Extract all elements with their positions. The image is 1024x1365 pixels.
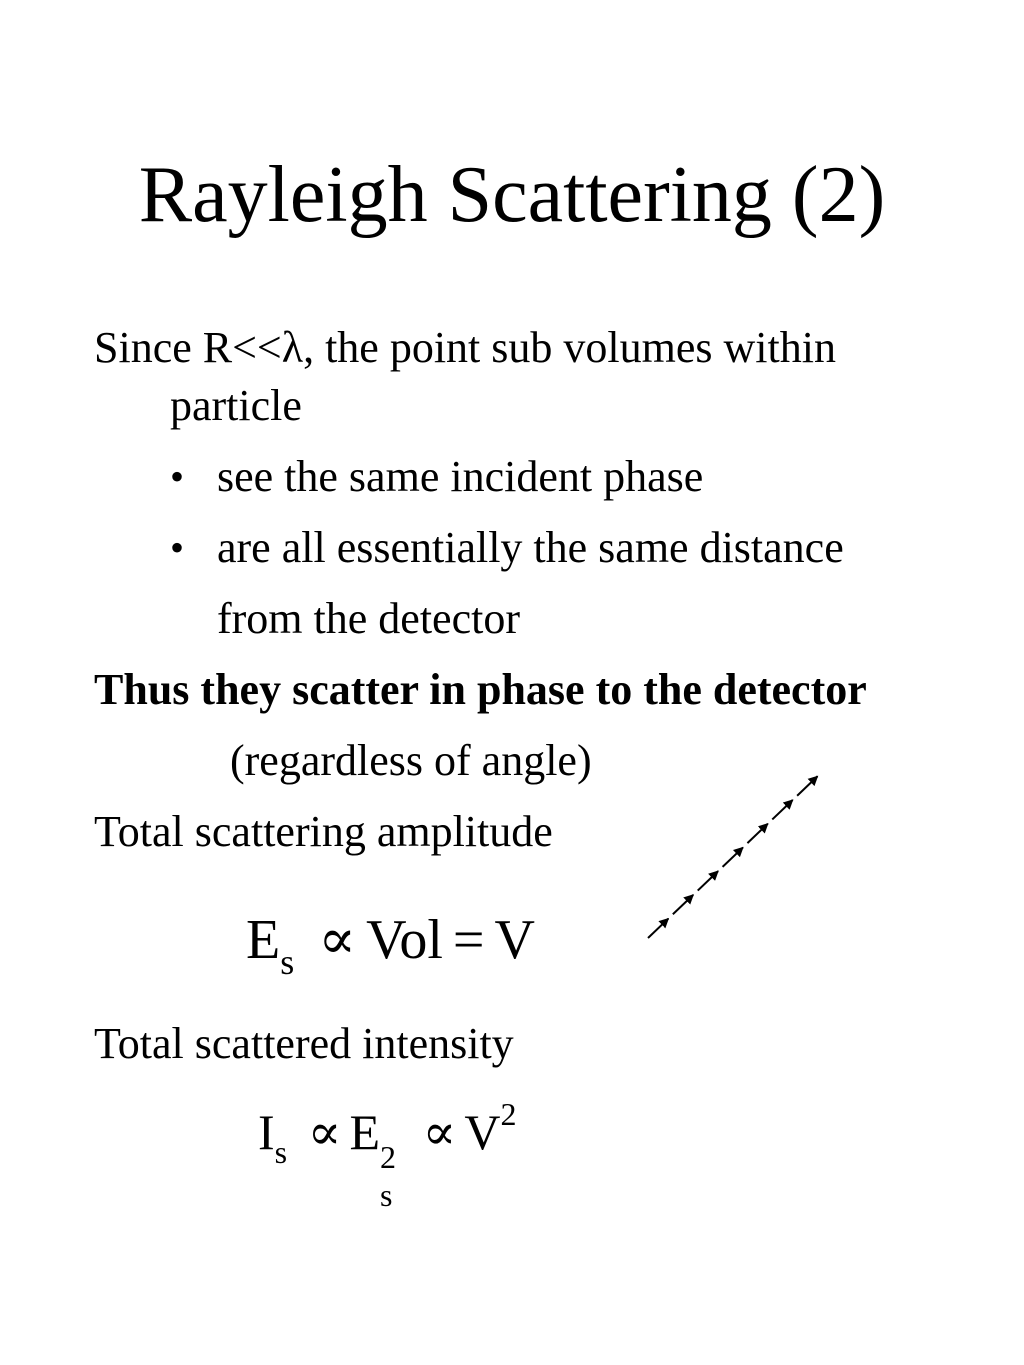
intensity-equation bbox=[258, 1096, 517, 1213]
incident-arrows-icon bbox=[640, 760, 840, 950]
small-arrow bbox=[747, 824, 767, 843]
small-arrow bbox=[797, 776, 817, 795]
conclusion-text: Thus they scatter in phase to the detector bbox=[94, 665, 867, 714]
bullet-text: see the same incident phase bbox=[217, 452, 704, 501]
proportional-symbol: ∝ bbox=[307, 1104, 342, 1160]
small-arrow bbox=[698, 871, 718, 890]
intro-line-2: particle bbox=[170, 381, 302, 430]
amplitude-label: Total scattering amplitude bbox=[94, 807, 553, 856]
small-arrow bbox=[723, 847, 743, 866]
small-arrow bbox=[772, 800, 792, 819]
eq-symbol-E: E bbox=[246, 909, 281, 971]
proportional-symbol: ∝ bbox=[422, 1104, 457, 1160]
intensity-label: Total scattered intensity bbox=[94, 1019, 514, 1068]
eq-vol: Vol bbox=[366, 909, 443, 971]
eq-symbol-V: V bbox=[464, 1104, 501, 1160]
arrow-chain bbox=[648, 776, 818, 938]
eq-superscript: 2 bbox=[500, 1096, 517, 1132]
amplitude-equation bbox=[246, 908, 535, 982]
intro-line-1: Since R<<λ, the point sub volumes within bbox=[94, 323, 836, 372]
eq-subscript: s bbox=[380, 1177, 393, 1213]
equals-symbol: = bbox=[452, 909, 485, 971]
eq-subscript: s bbox=[280, 942, 295, 982]
small-arrow bbox=[648, 919, 668, 938]
eq-symbol-V: V bbox=[494, 909, 535, 971]
proportional-symbol: ∝ bbox=[318, 909, 357, 971]
eq-superscript: 2 bbox=[380, 1139, 396, 1175]
small-arrow bbox=[673, 895, 693, 914]
bullet-text-continued: from the detector bbox=[217, 594, 520, 643]
eq-subscript: s bbox=[274, 1134, 288, 1170]
eq-symbol-E: E bbox=[349, 1104, 380, 1160]
eq-symbol-I: I bbox=[258, 1104, 275, 1160]
bullet-marker: • bbox=[170, 525, 185, 570]
bullet-marker: • bbox=[170, 454, 185, 499]
conclusion-note: (regardless of angle) bbox=[230, 736, 592, 785]
bullet-text: are all essentially the same distance bbox=[217, 523, 844, 572]
slide-title: Rayleigh Scattering (2) bbox=[138, 151, 886, 239]
